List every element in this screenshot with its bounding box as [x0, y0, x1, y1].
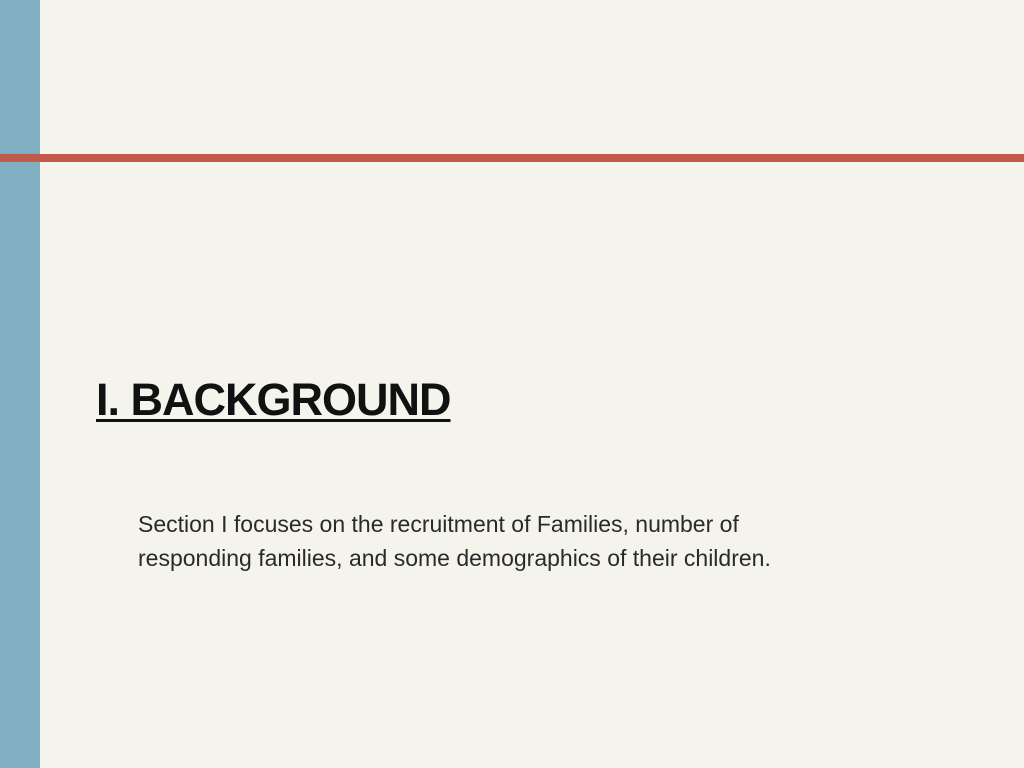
left-accent-bar	[0, 0, 40, 768]
slide-body-text: Section I focuses on the recruitment of Families, number of responding families, and some demographics of their children.	[138, 511, 771, 571]
slide-title: I. BACKGROUND	[96, 374, 451, 425]
horizontal-rule	[0, 154, 1024, 162]
